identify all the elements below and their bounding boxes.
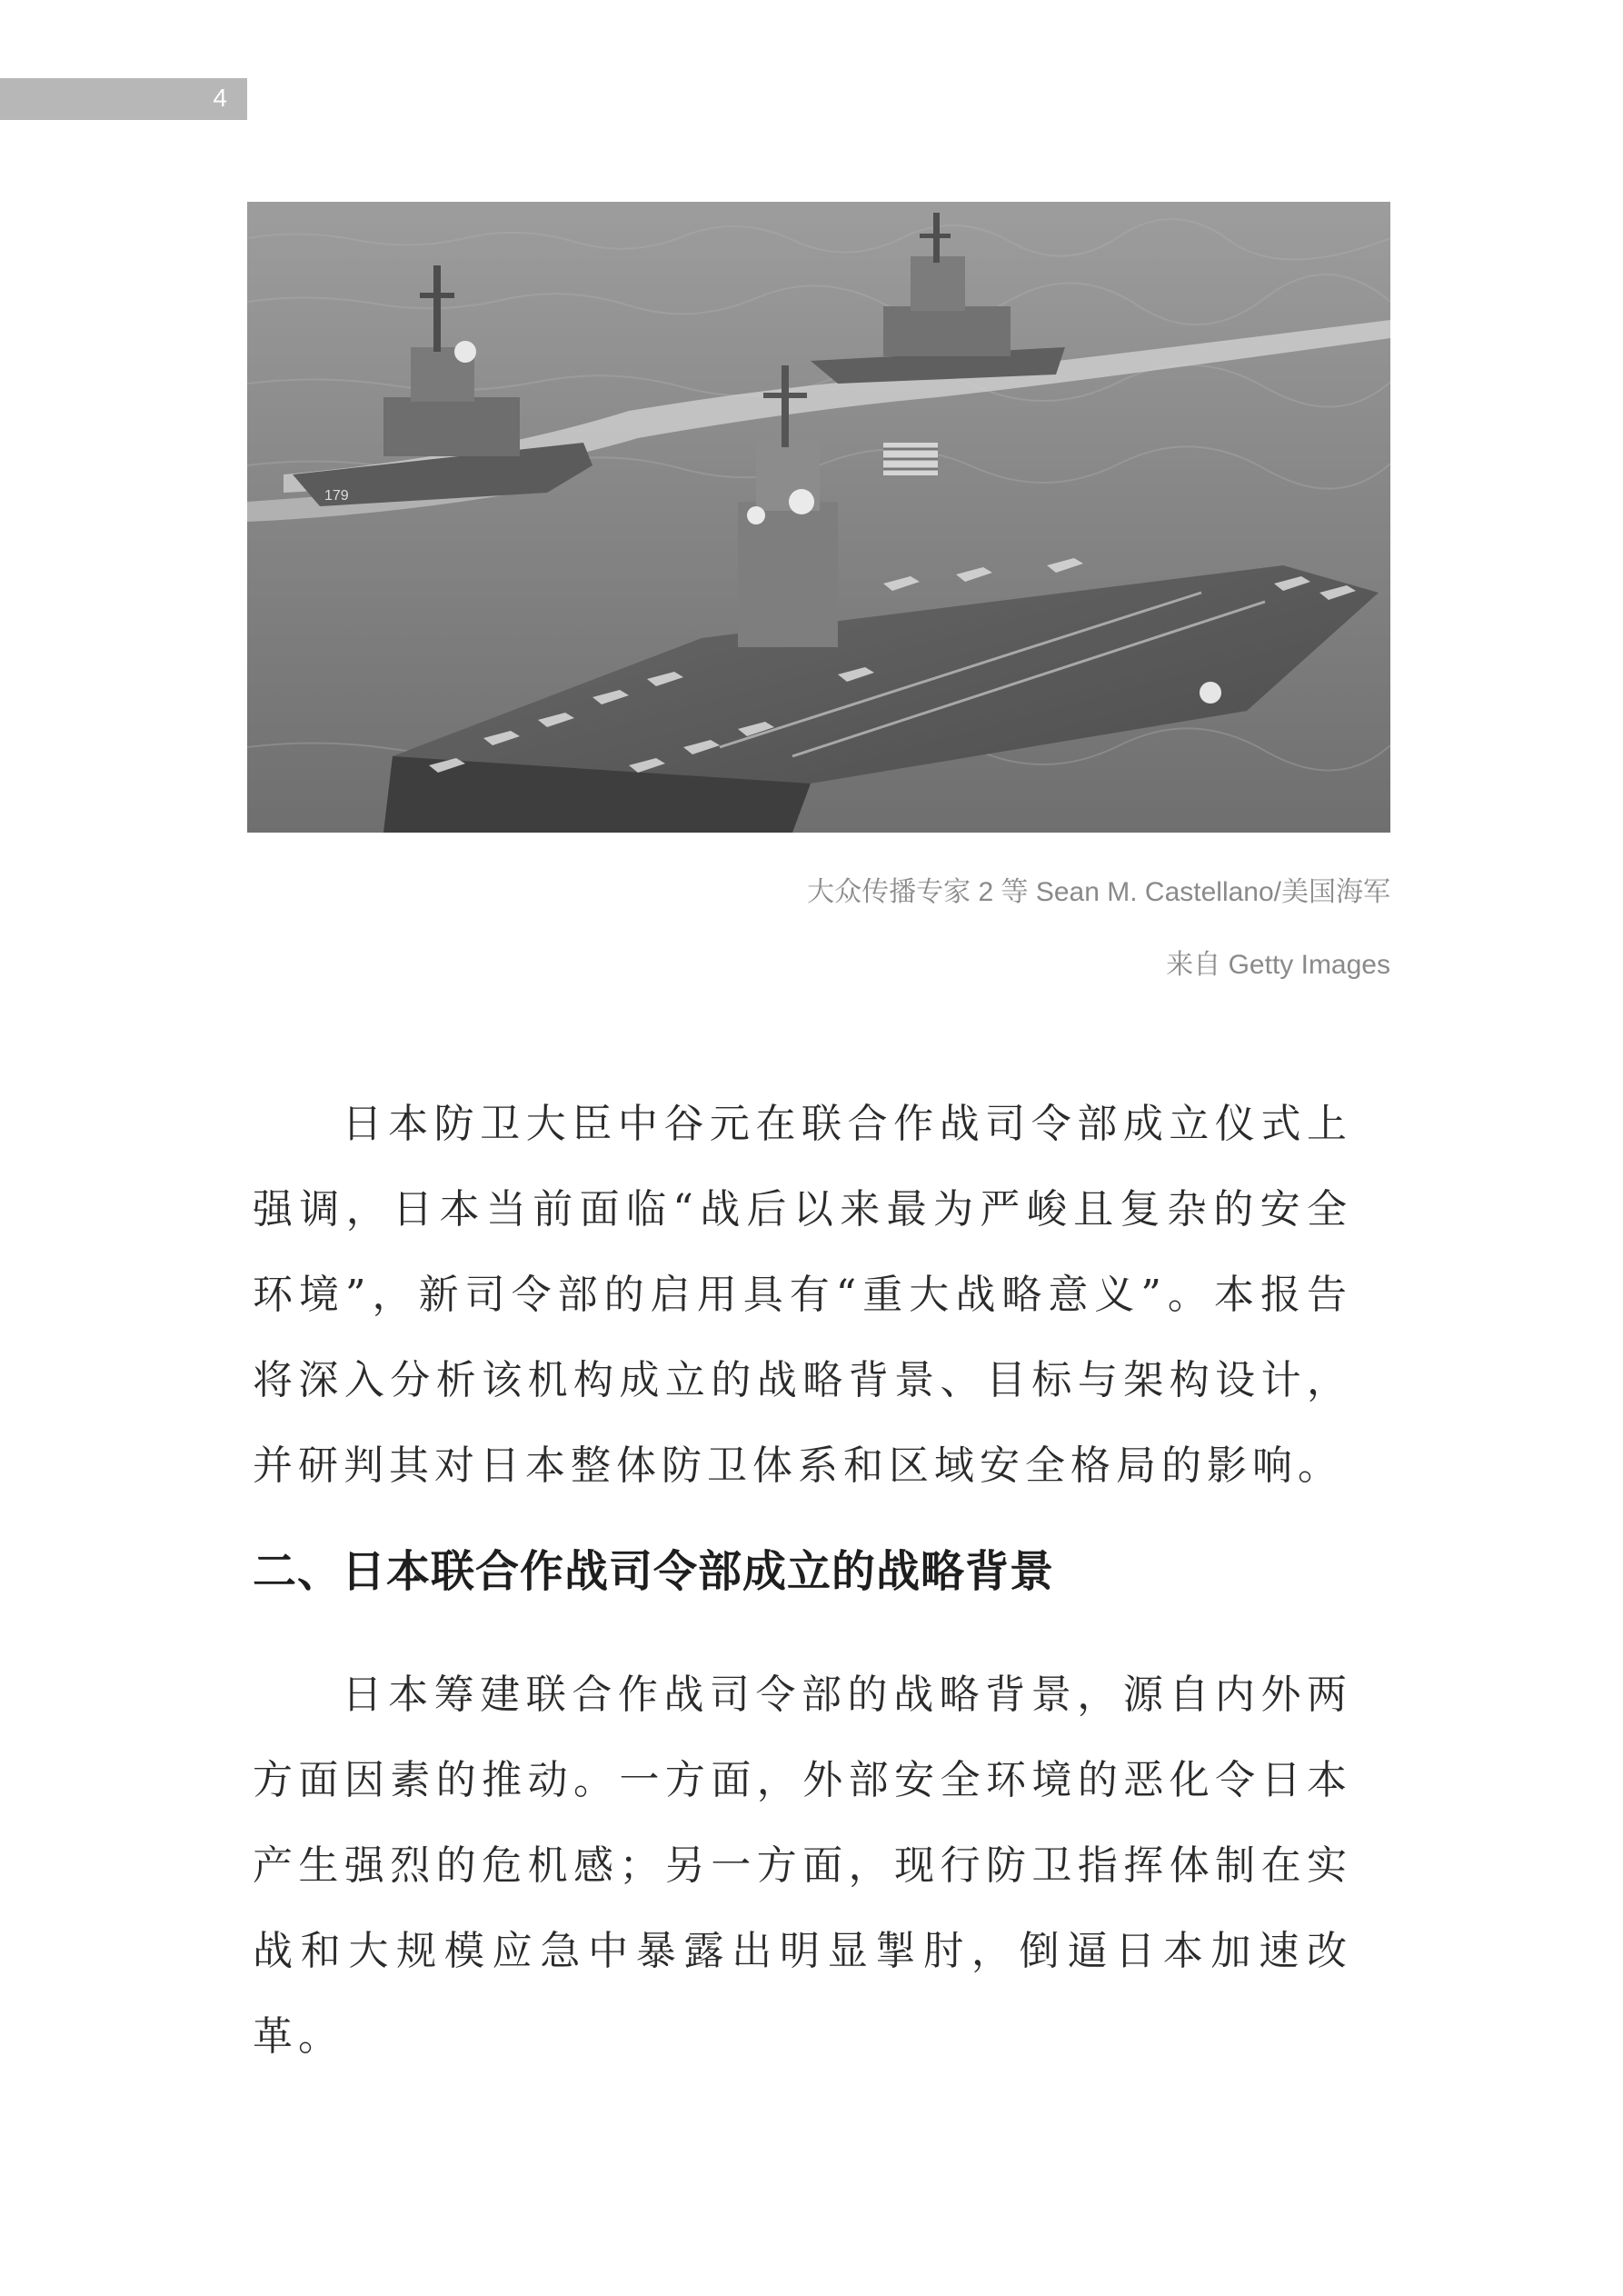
- page-number: 4: [213, 84, 227, 112]
- page-number-tab: [0, 78, 247, 120]
- body-paragraph-2: [253, 1652, 1352, 2080]
- photo-caption-source: 来自 Getty Images: [1166, 950, 1390, 980]
- body-paragraph-1: [253, 1082, 1352, 1509]
- aircraft-carrier-photo: [247, 202, 1390, 833]
- body-paragraph-1-text: 日本防卫大臣中谷元在联合作战司令部成立仪式上强调，日本当前面临“战后以来最为严峻且复杂的安全环境”，新司令部的启用具有“重大战略意义”。本报告将深入分析该机构成立的战略背景、目标与架构设计，并研判其对日本整体防卫体系和区域安全格局的影响。: [253, 1101, 1352, 1489]
- photo-caption-credit: 大众传播专家 2 等 Sean M. Castellano/美国海军: [807, 877, 1390, 907]
- section-heading: 二、日本联合作战司令部成立的战略背景: [253, 1546, 1055, 1597]
- svg-text:179: 179: [324, 488, 349, 504]
- body-paragraph-2-text: 日本筹建联合作战司令部的战略背景，源自内外两方面因素的推动。一方面，外部安全环境的恶化令日本产生强烈的危机感；另一方面，现行防卫指挥体制在实战和大规模应急中暴露出明显掣肘，倒逼日本加速改革。: [253, 1672, 1352, 2060]
